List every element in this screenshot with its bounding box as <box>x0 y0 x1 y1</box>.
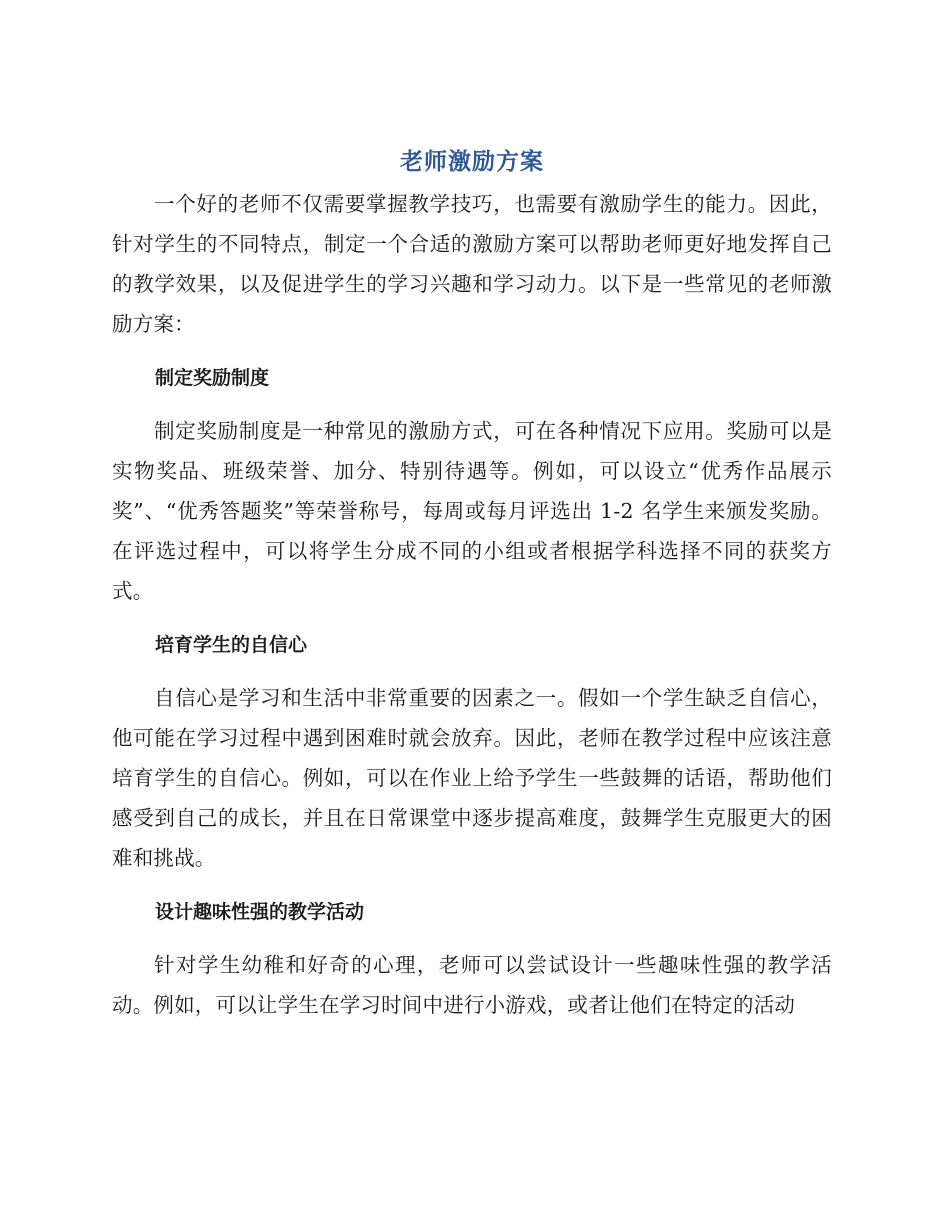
intro-paragraph: 一个好的老师不仅需要掌握教学技巧，也需要有激励学生的能力。因此，针对学生的不同特点，制定一个合适的激励方案可以帮助老师更好地发挥自己的教学效果，以及促进学生的学习兴趣和学习动力。以下是一些常见的老师激励方案： <box>112 192 832 336</box>
document-content <box>112 140 832 1025</box>
spacer <box>112 398 832 411</box>
section-heading-confidence: 培育学生的自信心 <box>155 634 308 656</box>
spacer <box>112 878 832 892</box>
section-body-confidence: 自信心是学习和生活中非常重要的因素之一。假如一个学生缺乏自信心，他可能在学习过程中遇到困难时就会放弃。因此，老师在教学过程中应该注意培育学生的自信心。例如，可以在作业上给予学生一些鼓舞的话语，帮助他们感受到自己的成长，并且在日常课堂中逐步提高难度，鼓舞学生克服更大的困难和挑战。 <box>112 686 832 870</box>
spacer <box>112 344 832 358</box>
section-body-activities: 针对学生幼稚和好奇的心理，老师可以尝试设计一些趣味性强的教学活动。例如，可以让学生在学习时间中进行小游戏，或者让他们在特定的活动 <box>112 953 832 1017</box>
section-body-rewards: 制定奖励制度是一种常见的激励方式，可在各种情况下应用。奖励可以是实物奖品、班级荣誉、加分、特别待遇等。例如，可以设立“优秀作品展示奖”、“优秀答题奖”等荣誉称号，每周或每月评选出 1-2 名学生来颁发奖励。在评选过程中，可以将学生分成不同的小组或者根据学科选择不同的获奖方式。 <box>112 419 832 603</box>
section-heading-rewards: 制定奖励制度 <box>155 367 270 389</box>
section-heading-activities: 设计趣味性强的教学活动 <box>155 901 365 923</box>
spacer <box>112 932 832 945</box>
spacer <box>112 665 832 678</box>
spacer <box>112 611 832 625</box>
document-title: 老师激励方案 <box>400 149 544 175</box>
